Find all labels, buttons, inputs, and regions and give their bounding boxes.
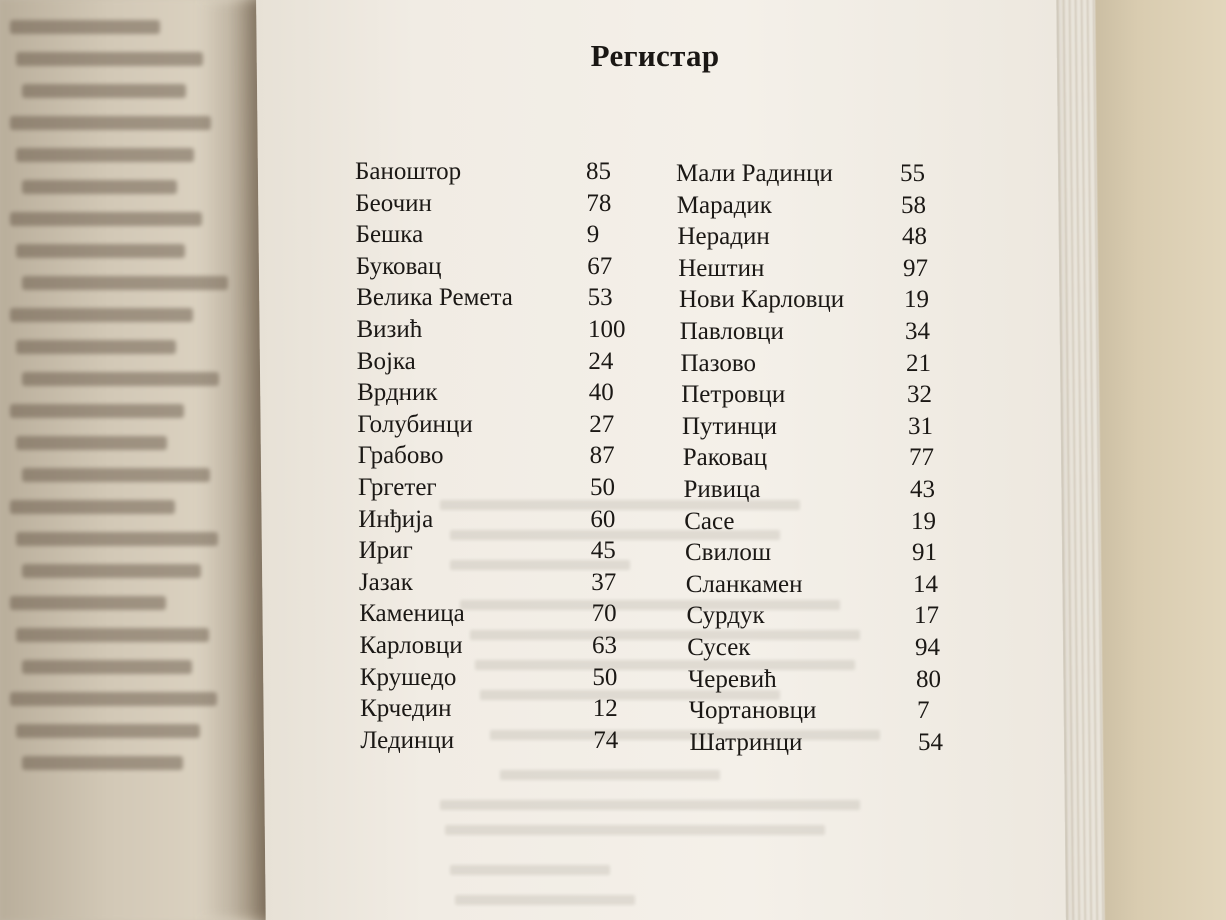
entry-page-number: 85 bbox=[586, 158, 611, 185]
blurred-text-line bbox=[16, 724, 200, 738]
index-entry bbox=[358, 505, 616, 534]
entry-name: Нови Карловци bbox=[679, 286, 845, 314]
index-entry bbox=[679, 318, 930, 346]
entry-page-number: 45 bbox=[590, 537, 616, 565]
entry-page-number: 58 bbox=[901, 191, 926, 219]
entry-name: Гргетег bbox=[358, 474, 437, 501]
entry-page-number: 78 bbox=[586, 189, 612, 217]
blurred-text-line bbox=[10, 308, 193, 322]
blurred-text-line bbox=[16, 244, 185, 258]
entry-page-number: 17 bbox=[914, 602, 939, 630]
entry-name: Баноштор bbox=[355, 158, 462, 185]
entry-name: Бешка bbox=[355, 221, 424, 249]
entry-page-number: 24 bbox=[588, 347, 614, 375]
entry-name: Чортановци bbox=[688, 697, 817, 725]
blurred-text-line bbox=[16, 148, 194, 162]
entry-name: Ириг bbox=[358, 537, 413, 565]
entry-page-number: 70 bbox=[591, 600, 617, 628]
index-entry bbox=[685, 539, 937, 567]
show-through-text bbox=[460, 600, 840, 610]
entry-page-number: 50 bbox=[592, 663, 618, 691]
entry-page-number: 63 bbox=[592, 632, 617, 659]
index-entry bbox=[360, 695, 618, 723]
index-entry bbox=[355, 158, 611, 186]
entry-name: Крчедин bbox=[360, 695, 452, 723]
entry-page-number: 48 bbox=[902, 223, 927, 251]
index-entry bbox=[355, 221, 600, 249]
blurred-text-line bbox=[22, 276, 228, 290]
index-entry bbox=[678, 254, 928, 283]
entry-name: Инђија bbox=[358, 505, 434, 533]
entry-page-number: 54 bbox=[918, 728, 943, 756]
entry-name: Јазак bbox=[358, 568, 413, 596]
blurred-text-line bbox=[10, 404, 184, 418]
index-entry bbox=[686, 602, 939, 630]
show-through-text bbox=[455, 895, 635, 905]
index-entry bbox=[356, 284, 613, 312]
entry-name: Лединци bbox=[360, 726, 455, 754]
blurred-text-line bbox=[16, 340, 176, 354]
entry-page-number: 91 bbox=[912, 539, 937, 567]
index-entry bbox=[676, 160, 925, 188]
entry-page-number: 100 bbox=[588, 316, 626, 343]
entry-name: Нештин bbox=[678, 254, 765, 282]
entry-page-number: 9 bbox=[586, 221, 600, 249]
blurred-text-line bbox=[10, 692, 217, 706]
index-entry bbox=[359, 663, 618, 692]
entry-name: Ривица bbox=[683, 476, 761, 503]
entry-page-number: 19 bbox=[904, 286, 929, 314]
index-entry bbox=[357, 442, 615, 470]
entry-name: Карловци bbox=[359, 632, 463, 659]
show-through-text bbox=[440, 800, 860, 810]
entry-name: Пазово bbox=[680, 349, 757, 377]
index-entry bbox=[682, 444, 934, 472]
entry-page-number: 21 bbox=[906, 349, 931, 377]
entry-name: Петровци bbox=[681, 381, 786, 409]
index-entry bbox=[358, 568, 617, 597]
show-through-text bbox=[475, 660, 855, 670]
entry-name: Беочин bbox=[355, 189, 432, 217]
entry-name: Мали Радинци bbox=[676, 160, 833, 187]
entry-page-number: 97 bbox=[903, 254, 928, 282]
entry-page-number: 60 bbox=[590, 505, 616, 533]
entry-name: Марадик bbox=[676, 191, 772, 219]
blurred-text-line bbox=[22, 180, 177, 194]
blurred-text-line bbox=[22, 84, 186, 98]
entry-page-number: 12 bbox=[592, 695, 618, 723]
entry-name: Сусек bbox=[687, 634, 751, 661]
index-entry bbox=[679, 286, 929, 314]
index-entry bbox=[355, 189, 612, 218]
entry-name: Шатринци bbox=[689, 728, 803, 756]
entry-page-number: 50 bbox=[590, 474, 615, 501]
blurred-text-line bbox=[16, 628, 209, 642]
index-entry bbox=[676, 191, 926, 220]
entry-name: Грабово bbox=[357, 442, 444, 470]
entry-page-number: 34 bbox=[905, 318, 930, 345]
entry-page-number: 19 bbox=[911, 507, 936, 535]
entry-name: Голубинци bbox=[357, 410, 473, 438]
entry-name: Павловци bbox=[679, 318, 784, 345]
blurred-text-line bbox=[22, 372, 219, 386]
entry-name: Сасе bbox=[684, 507, 735, 535]
entry-page-number: 53 bbox=[587, 284, 613, 312]
entry-name: Свилош bbox=[685, 539, 772, 567]
index-entry bbox=[688, 665, 941, 694]
entry-page-number: 74 bbox=[593, 726, 619, 754]
show-through-text bbox=[445, 825, 825, 835]
entry-name: Врдник bbox=[357, 379, 438, 407]
blurred-text-line bbox=[16, 436, 167, 450]
index-entry bbox=[689, 728, 943, 757]
entry-name: Велика Ремета bbox=[356, 284, 513, 312]
index-entry bbox=[360, 726, 619, 755]
index-entry bbox=[684, 507, 936, 536]
entry-name: Путинци bbox=[682, 412, 777, 440]
entry-page-number: 87 bbox=[589, 442, 615, 470]
blurred-text-line bbox=[10, 500, 175, 514]
page-title: Регистар bbox=[590, 38, 720, 73]
index-entry bbox=[685, 570, 938, 599]
entry-name: Визић bbox=[356, 316, 423, 343]
entry-page-number: 32 bbox=[907, 381, 932, 409]
entry-name: Сурдук bbox=[686, 602, 765, 630]
index-entry bbox=[688, 697, 930, 725]
entry-name: Војка bbox=[356, 347, 416, 375]
index-entry bbox=[682, 412, 933, 441]
entry-name: Нерадин bbox=[677, 223, 770, 251]
index-entry bbox=[359, 632, 617, 660]
blurred-text-line bbox=[10, 116, 211, 130]
blurred-text-line bbox=[16, 532, 218, 546]
show-through-text bbox=[490, 730, 880, 740]
index-entry bbox=[357, 379, 614, 407]
index-entry bbox=[358, 474, 615, 502]
entry-page-number: 14 bbox=[913, 570, 938, 598]
entry-name: Буковац bbox=[355, 252, 442, 280]
entry-page-number: 80 bbox=[916, 665, 941, 693]
show-through-text bbox=[470, 630, 860, 640]
index-entry bbox=[355, 252, 613, 281]
index-entry bbox=[687, 634, 940, 662]
entry-name: Каменица bbox=[359, 600, 465, 628]
index-entry bbox=[356, 316, 626, 344]
entry-name: Сланкамен bbox=[685, 570, 803, 598]
entry-page-number: 27 bbox=[589, 410, 615, 438]
index-entry bbox=[356, 347, 614, 376]
entry-page-number: 31 bbox=[908, 412, 933, 440]
index-entry bbox=[358, 537, 616, 565]
entry-page-number: 40 bbox=[588, 379, 614, 407]
entry-page-number: 55 bbox=[900, 160, 925, 187]
blurred-text-line bbox=[22, 564, 201, 578]
index-entry bbox=[683, 476, 935, 504]
entry-page-number: 43 bbox=[910, 476, 935, 503]
blurred-text-line bbox=[22, 756, 183, 770]
entry-page-number: 77 bbox=[909, 444, 934, 472]
blurred-text-line bbox=[22, 660, 192, 674]
entry-name: Черевић bbox=[688, 665, 777, 693]
index-entry bbox=[677, 223, 927, 251]
show-through-text bbox=[450, 865, 610, 875]
blurred-text-line bbox=[10, 20, 160, 34]
index-entry bbox=[681, 381, 932, 409]
blurred-text-line bbox=[10, 212, 202, 226]
index-entry bbox=[357, 410, 615, 439]
entry-page-number: 67 bbox=[587, 252, 613, 280]
entry-page-number: 37 bbox=[591, 568, 617, 596]
entry-name: Раковац bbox=[682, 444, 768, 472]
index-entry bbox=[359, 600, 617, 628]
blurred-text-line bbox=[22, 468, 210, 482]
entry-page-number: 94 bbox=[915, 634, 940, 661]
entry-name: Крушедо bbox=[359, 663, 457, 691]
blurred-text-line bbox=[10, 596, 166, 610]
show-through-text bbox=[500, 770, 720, 780]
index-entry bbox=[680, 349, 931, 378]
entry-page-number: 7 bbox=[917, 697, 930, 725]
